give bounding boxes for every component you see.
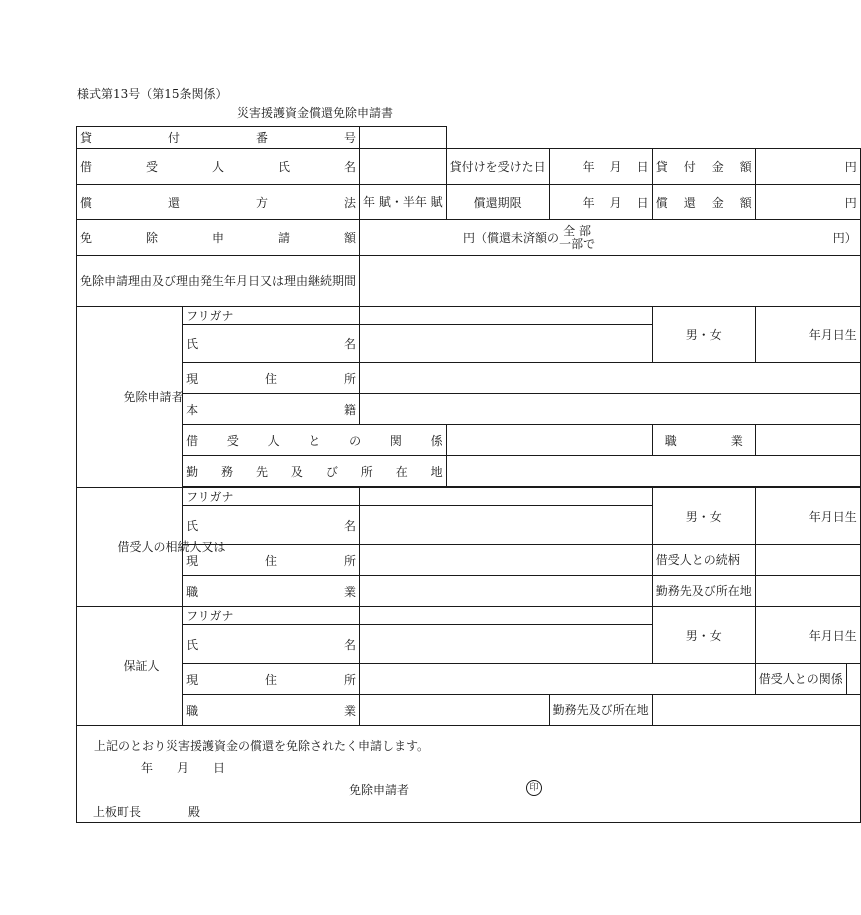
applicant-name-label: 氏 名 bbox=[183, 325, 360, 363]
heir-address-field[interactable] bbox=[360, 545, 653, 576]
row-declaration bbox=[77, 726, 861, 823]
page-title: 災害援護資金償還免除申請書 bbox=[236, 106, 393, 120]
repay-period-label: 償還期限 bbox=[446, 185, 549, 220]
heir-birthdate[interactable]: 年 月 日生 bbox=[755, 488, 860, 545]
heir-section-label: 借受人の相続人又は bbox=[77, 488, 183, 607]
repay-period-field[interactable]: 年 月 日 bbox=[549, 185, 652, 220]
guarantor-furigana-label: フリガナ bbox=[183, 607, 360, 625]
repay-method-options[interactable]: 年 賦・半年 賦 bbox=[360, 185, 447, 220]
applicant-relation-label: 借受人との関係 bbox=[183, 425, 447, 456]
seal-mark: 印 bbox=[526, 780, 542, 796]
applicant-occupation-field[interactable] bbox=[755, 425, 860, 456]
applicant-workplace-field[interactable] bbox=[446, 456, 860, 487]
heir-workplace-label: 勤務先及び所在地 bbox=[652, 576, 755, 607]
borrower-name-label: 借受人氏名 bbox=[77, 149, 360, 185]
declaration-statement: 上記のとおり災害援護資金の償還を免除されたく申請します。 bbox=[94, 739, 430, 753]
heir-name-label: 氏 名 bbox=[183, 506, 360, 545]
heir-workplace-field[interactable] bbox=[755, 576, 860, 607]
guarantor-relation-label: 借受人との関係 bbox=[755, 664, 846, 695]
addressee-honorific: 殿 bbox=[188, 805, 201, 819]
loan-number-field[interactable] bbox=[360, 127, 447, 149]
applicant-furigana-field[interactable] bbox=[360, 307, 653, 325]
guarantor-address-field[interactable] bbox=[360, 664, 756, 695]
applicant-gender[interactable]: 男・女 bbox=[652, 307, 755, 363]
guarantor-section-label: 保証人 bbox=[77, 607, 183, 726]
row-exemption-amount bbox=[77, 220, 861, 256]
applicant-furigana-label: フリガナ bbox=[183, 307, 360, 325]
guarantor-gender[interactable]: 男・女 bbox=[652, 607, 755, 664]
heir-relation-label: 借受人との続柄 bbox=[652, 545, 755, 576]
guarantor-occupation-label: 職 業 bbox=[183, 695, 360, 726]
applicant-name-field[interactable] bbox=[360, 325, 653, 363]
loan-date-field[interactable]: 年 月 日 bbox=[549, 149, 652, 185]
loan-amount-label: 貸 付 金 額 bbox=[652, 149, 755, 185]
declaration-date[interactable]: 年 月 日 bbox=[141, 761, 226, 775]
heir-address-label: 現 住 所 bbox=[183, 545, 360, 576]
heir-gender[interactable]: 男・女 bbox=[652, 488, 755, 545]
declaration-applicant-label: 免除申請者 bbox=[349, 783, 410, 797]
guarantor-occupation-field[interactable] bbox=[360, 695, 550, 726]
loan-number-label: 貸 付 番 号 bbox=[77, 127, 360, 149]
guarantor-name-label: 氏 名 bbox=[183, 625, 360, 664]
reason-field[interactable] bbox=[360, 256, 861, 307]
form-number-label: 様式第13号（第15条関係） bbox=[77, 87, 228, 101]
applicant-address-field[interactable] bbox=[360, 363, 861, 394]
borrower-name-field[interactable] bbox=[360, 149, 447, 185]
guarantor-workplace-field[interactable] bbox=[652, 695, 860, 726]
applicant-relation-field[interactable] bbox=[446, 425, 652, 456]
guarantor-name-field[interactable] bbox=[360, 625, 653, 664]
declaration-cell bbox=[77, 726, 861, 823]
heir-name-field[interactable] bbox=[360, 506, 653, 545]
application-form bbox=[76, 126, 861, 823]
addressee: 上板町長 bbox=[93, 805, 142, 819]
applicant-domicile-label: 本 籍 bbox=[183, 394, 360, 425]
exemption-amount-field[interactable]: 円 （償還未済額の 全 部 一部で 円） bbox=[360, 220, 861, 256]
repay-amount-field[interactable]: 円 bbox=[755, 185, 860, 220]
applicant-address-label: 現 住 所 bbox=[183, 363, 360, 394]
heir-furigana-field[interactable] bbox=[360, 488, 653, 506]
heir-furigana-label: フリガナ bbox=[183, 488, 360, 506]
guarantor-address-label: 現 住 所 bbox=[183, 664, 360, 695]
loan-amount-field[interactable]: 円 bbox=[755, 149, 860, 185]
row-reason bbox=[77, 256, 861, 307]
reason-label: 免除申請理由及び理由発生年月日又は理由継続期間 bbox=[77, 256, 360, 307]
applicant-domicile-field[interactable] bbox=[360, 394, 861, 425]
applicant-occupation-label: 職 業 bbox=[652, 425, 755, 456]
heir-occupation-label: 職 業 bbox=[183, 576, 360, 607]
row-borrower bbox=[77, 149, 861, 185]
guarantor-furigana-field[interactable] bbox=[360, 607, 653, 625]
row-repayment bbox=[77, 185, 861, 220]
applicant-workplace-label: 勤務先及び所在地 bbox=[183, 456, 447, 487]
repay-method-label: 償 還 方 法 bbox=[77, 185, 360, 220]
guarantor-workplace-label: 勤務先及び所在地 bbox=[549, 695, 652, 726]
heir-occupation-field[interactable] bbox=[360, 576, 653, 607]
guarantor-birthdate[interactable]: 年 月 日生 bbox=[755, 607, 860, 664]
loan-date-label: 貸付けを受けた日 bbox=[446, 149, 549, 185]
repay-amount-label: 償 還 金 額 bbox=[652, 185, 755, 220]
row-loan-number bbox=[77, 127, 861, 149]
applicant-birthdate[interactable]: 年 月 日生 bbox=[755, 307, 860, 363]
heir-relation-field[interactable] bbox=[755, 545, 860, 576]
guarantor-relation-field[interactable] bbox=[846, 664, 860, 695]
applicant-section-label: 免除申請者 bbox=[77, 307, 183, 488]
exemption-amount-label: 免除申請額 bbox=[77, 220, 360, 256]
